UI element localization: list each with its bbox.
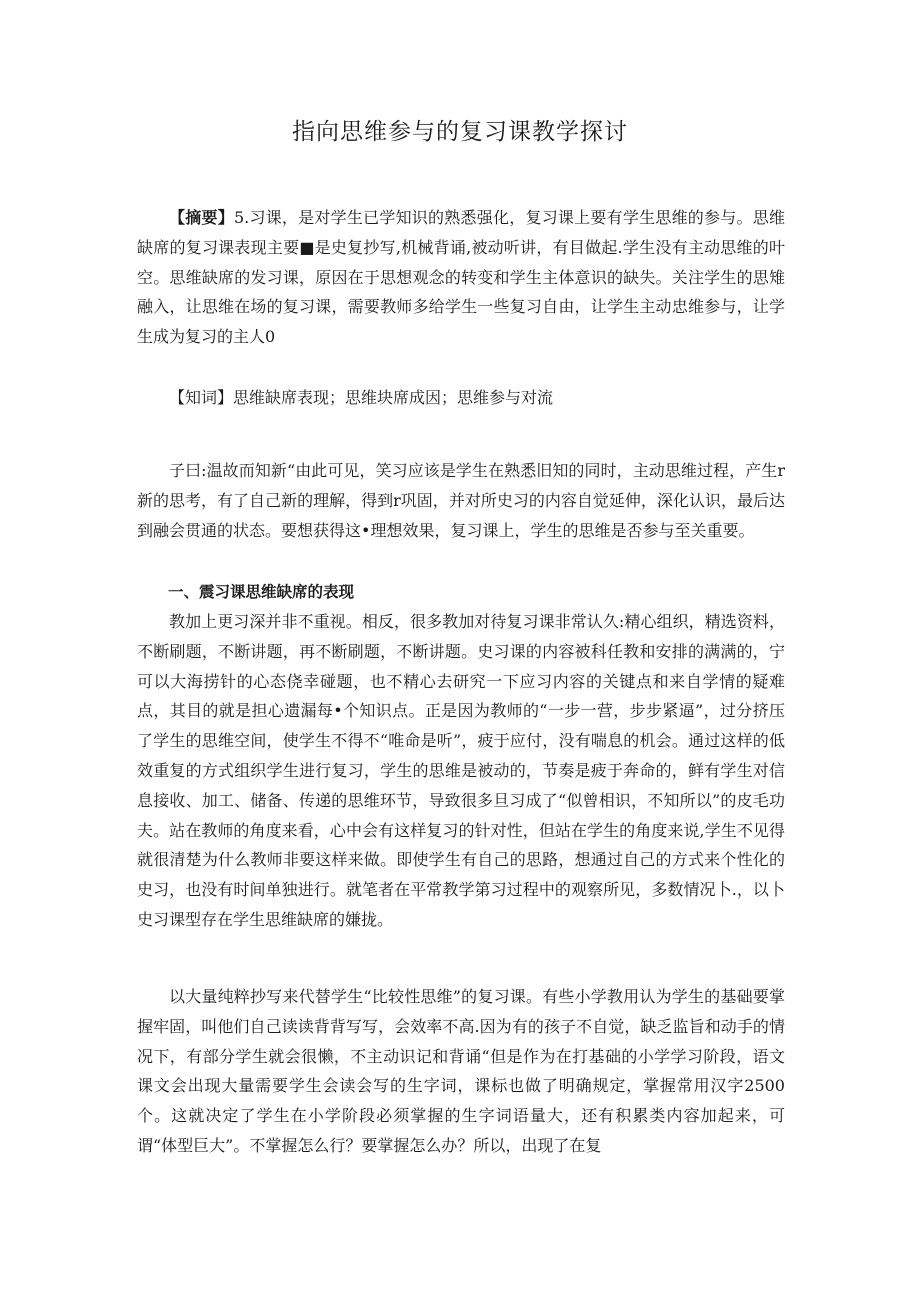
abstract-paragraph (137, 203, 785, 352)
body-paragraph-1: 教加上更习深并非不重视。相反，很多教加对待复习课非常认久:精心组织，精选资料，不断刷题，不断讲题，再不断刷题，不断讲题。史习课的内容被科任教和安排的满满的，宁可以大海捞针的心态侥幸碰题，也不精心去研究一下应习内容的关键点和来自学情的疑难点，其目的就是担心遗漏每•个知识点。正是因为教师的“一步一营，步步紧逼”，过分挤压了学生的思维空间，使学生不得不“唯命是听”，疲于应付，没有喘息的机会。通过这样的低效重复的方式组织学生进行复习，学生的思维是被动的，节奏是疲于奔命的，鲜有学生对信息接收、加工、储备、传递的思维环节，导致很多旦习成了“似曾相识，不知所以”的皮毛功夫。站在教师的角度来看，心中会有这样复习的针对性，但站在学生的角度来说,学生不见得就很清楚为什么教师非要这样来做。即使学生有自己的思路，想通过自己的方式来个性化的史习，也没有时间单独进行。就笔者在平常教学第习过程中的观察所见，多数情况卜.，以卜史习课型存在学生思维缺席的嫌拢。 (137, 612, 785, 929)
abstract-label: 【摘要】 (169, 208, 234, 227)
keywords-text: 思维缺席表现；思维块席成因；思维参与对流 (233, 388, 554, 407)
keywords-paragraph (137, 383, 785, 413)
section-heading: 一、震习课思维缺席的表现 (168, 583, 355, 601)
body-paragraph-2: 以大量纯粹抄写来代替学生“比较性思维”的复习课。有些小学教用认为学生的基础要掌握牢固，叫他们自己读读背背写写，会效率不高.因为有的孩子不自觉，缺乏监旨和动手的情况下，有部分学生就会很懒，不主动识记和背诵“但是作为在打基础的小学学习阶段，语文课文会出现大量需要学生会读会写的生字词，课标也做了明确规定，掌握常用汉字2500个。这就决定了学生在小学阶段必须掌握的生字词语量大，还有积累类内容加起来，可谓“体型巨大”。不掌握怎么行？要掌握怎么办？所以，出现了在复 (137, 987, 785, 1155)
abstract-text: 5.习课，是对学生已学知识的熟悉强化，复习课上要有学生思维的参与。思维缺席的复习课表现主要■是史复抄写,机械背诵,被动听讲，有目做起.学生没有主动思维的叶空。思维缺席的发习课，原因在于思想观念的转变和学生主体意识的缺失。关注学生的思雉融入，让思维在场的复习课，需要教师多给学生一些复习自由，让学生主动忠维参与，让学生成为复习的主人0 (137, 208, 785, 347)
keywords-label: 【知词】 (169, 388, 234, 407)
intro-paragraph: 子曰:温故而知新“由此可见，笑习应该是学生在熟悉旧知的同时，主动思维过程，产生r新的思考，有了自己新的理解，得到r巩固，并对所史习的内容自觉延伸，深化认识，最后达到融会贯通的状态。要想获得这•理想效果，复习课上，学生的思维是否参与至关重要。 (137, 461, 785, 540)
document-title: 指向思维参与的复习课教学探讨 (292, 119, 628, 145)
